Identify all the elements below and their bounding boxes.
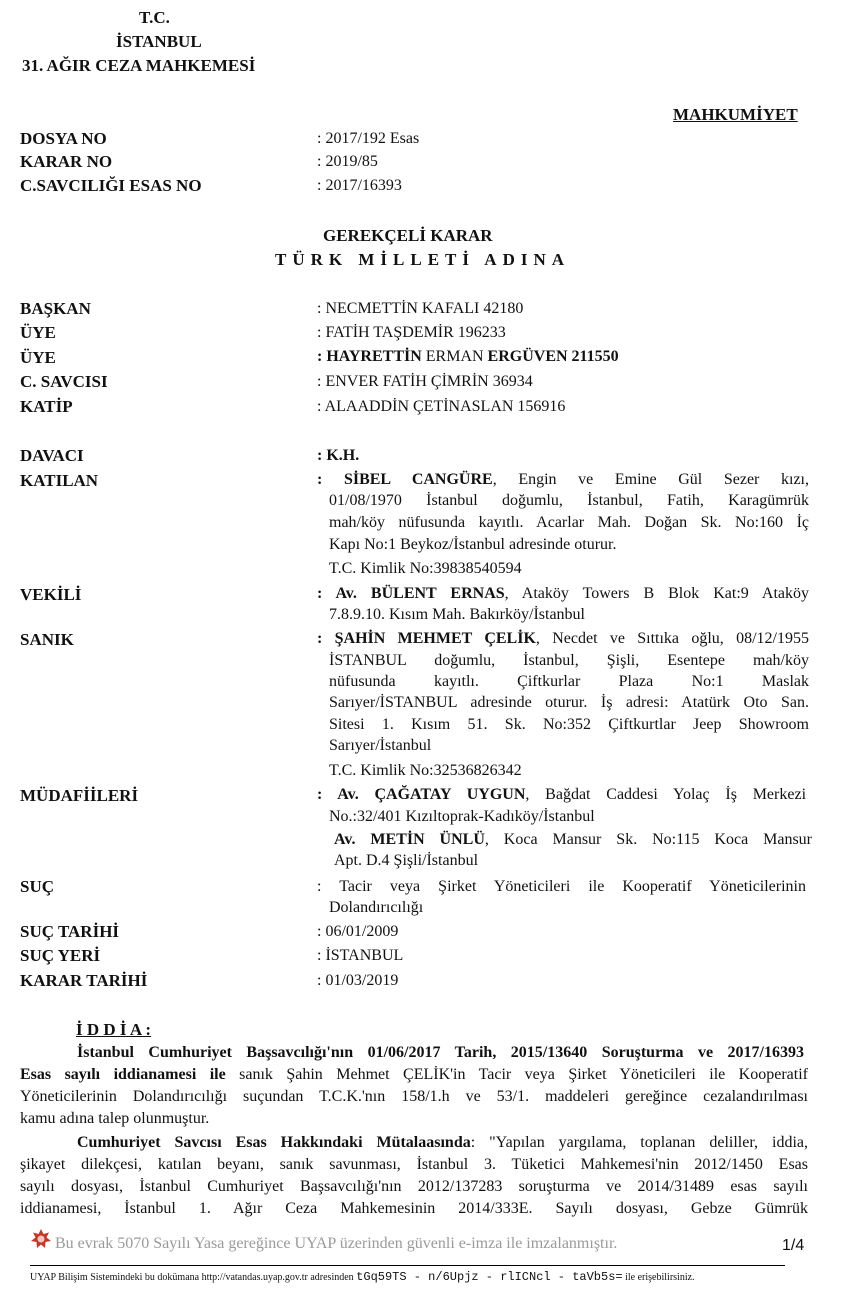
defense-line-1 xyxy=(317,786,806,804)
court-name: 31. AĞIR CEZA MAHKEMESİ xyxy=(22,56,256,75)
decision-date-value: : 01/03/2019 xyxy=(317,972,399,989)
defendant-line-4: Sarıyer/İSTANBUL adresinde oturur. İş adresi: Atatürk Oto San. xyxy=(329,694,809,711)
panel-label-prosecutor: C. SAVCISI xyxy=(20,372,108,391)
claim-p2-line-1-bold: Cumhuriyet Savcısı Esas Hakkındaki Mütalaasında xyxy=(77,1134,471,1151)
crime-place-value: : İSTANBUL xyxy=(317,947,404,964)
defendant-line-3: nüfusunda kayıtlı. Çiftkurlar Plaza No:1 Maslak xyxy=(329,673,809,690)
panel-value-member-1: : FATİH TAŞDEMİR 196233 xyxy=(317,324,506,341)
page-number: 1/4 xyxy=(782,1237,805,1254)
footer-divider xyxy=(30,1265,785,1266)
defense-line-3 xyxy=(334,831,812,849)
crime-label: SUÇ xyxy=(20,877,55,896)
claim-p1-line-2-rest: sanık Şahin Mehmet ÇELİK'in Tacir veya Şirket Yöneticileri ile Kooperatif xyxy=(225,1066,808,1083)
intervener-id: T.C. Kimlik No:39838540594 xyxy=(329,560,522,577)
claim-p2-line-4: iddianamesi, İstanbul 1. Ağır Ceza Mahkemesinin 2014/333E. Sayılı dosyası, Gebze Gümrük xyxy=(20,1200,808,1217)
intervener-label: KATILAN xyxy=(20,471,99,490)
claim-p2-line-3: sayılı dosyası, İstanbul Cumhuriyet Başsavcılığı'nın 2012/137283 soruşturma ve 2014/31489 esas sayılı xyxy=(20,1178,808,1195)
verification-code: tGq59TS - n/6Upjz - rlICNcl - taVb5s= xyxy=(356,1270,623,1284)
defense-line-1-rest: , Bağdat Caddesi Yolaç İş Merkezi xyxy=(525,786,807,803)
defendant-label: SANIK xyxy=(20,630,74,649)
attorney-label: VEKİLİ xyxy=(20,585,82,604)
attorney-name: : Av. BÜLENT ERNAS xyxy=(317,585,505,602)
intervener-line-2: 01/08/1970 İstanbul doğumlu, İstanbul, Fatih, Karagümrük xyxy=(329,492,809,509)
defendant-line-6: Sarıyer/İstanbul xyxy=(329,737,432,754)
crime-line-2: Dolandırıcılığı xyxy=(329,899,424,916)
panel-value-prosecutor: : ENVER FATİH ÇİMRİN 36934 xyxy=(317,373,533,390)
claim-p1-line-4: kamu adına talep olunmuştur. xyxy=(20,1110,210,1127)
panel-label-president: BAŞKAN xyxy=(20,299,91,318)
panel-value-clerk: : ALAADDİN ÇETİNASLAN 156916 xyxy=(317,398,566,415)
defendant-line-5: Sitesi 1. Kısım 51. Sk. No:352 Çiftkurtlar Jeep Showroom xyxy=(329,716,809,733)
verdict-type: MAHKUMİYET xyxy=(673,105,798,124)
uyap-prefix: UYAP Bilişim Sistemindeki bu dokümana http://vatandas.uyap.gov.tr adresinden xyxy=(30,1272,354,1283)
crime-date-value: : 06/01/2009 xyxy=(317,923,399,940)
intervener-name: : SİBEL CANGÜRE xyxy=(317,471,493,488)
claim-p2-line-1 xyxy=(77,1134,808,1152)
claim-p2-line-2: şikayet dilekçesi, katılan beyanı, sanık savunması, İstanbul 3. Tüketici Mahkemesi'nin 2012/1450 Esas xyxy=(20,1156,808,1173)
plaintiff-value: : K.H. xyxy=(317,447,360,464)
member-2-surname: ERGÜVEN 211550 xyxy=(487,348,619,365)
defendant-line-1 xyxy=(317,630,809,648)
decision-date-label: KARAR TARİHİ xyxy=(20,971,148,990)
crime-line-1: : Tacir veya Şirket Yöneticileri ile Kooperatif Yöneticilerinin xyxy=(317,878,806,895)
defendant-id: T.C. Kimlik No:32536826342 xyxy=(329,762,522,779)
crime-place-label: SUÇ YERİ xyxy=(20,946,101,965)
intervener-line-4: Kapı No:1 Beykoz/İstanbul adresinde oturur. xyxy=(329,536,617,553)
defense-line-2: No.:32/401 Kızıltoprak-Kadıköy/İstanbul xyxy=(329,808,595,825)
attorney-line-1 xyxy=(317,585,809,603)
panel-value-president: : NECMETTİN KAFALI 42180 xyxy=(317,300,524,317)
claim-p1-line-1: İstanbul Cumhuriyet Başsavcılığı'nın 01/06/2017 Tarih, 2015/13640 Soruşturma ve 2017/16393 xyxy=(77,1044,804,1061)
crime-date-label: SUÇ TARİHİ xyxy=(20,922,120,941)
court-tc: T.C. xyxy=(139,8,170,27)
intervener-line-3: mah/köy nüfusunda kayıtlı. Acarlar Mah. Doğan Sk. No:160 İç xyxy=(329,514,809,531)
claim-p2-line-1-rest: : "Yapılan yargılama, toplanan deliller, iddia, xyxy=(470,1134,808,1151)
esign-notice: Bu evrak 5070 Sayılı Yasa gereğince UYAP üzerinden güvenli e-imza ile imzalanmıştır. xyxy=(55,1235,618,1252)
claim-p1-line-3: Yöneticilerinin Dolandırıcılığı suçundan T.C.K.'nın 158/1.h ve 53/1. maddeleri gereğince cezalandırılması xyxy=(20,1088,808,1105)
uyap-seal-icon xyxy=(30,1228,52,1250)
doc-title: GEREKÇELİ KARAR xyxy=(323,226,493,245)
prosecution-no-value: : 2017/16393 xyxy=(317,177,402,194)
file-no-label: DOSYA NO xyxy=(20,129,107,148)
panel-label-member-1: ÜYE xyxy=(20,323,56,342)
file-no-value: : 2017/192 Esas xyxy=(317,130,420,147)
defendant-name: : ŞAHİN MEHMET ÇELİK xyxy=(317,630,536,647)
doc-subtitle: TÜRK MİLLETİ ADINA xyxy=(275,250,571,269)
attorney-line-1-rest: , Ataköy Towers B Blok Kat:9 Ataköy xyxy=(504,585,810,602)
plaintiff-label: DAVACI xyxy=(20,446,84,465)
claim-p1-line-2 xyxy=(20,1066,808,1084)
defendant-line-2: İSTANBUL doğumlu, İstanbul, Şişli, Esentepe mah/köy xyxy=(329,652,809,669)
member-2-middle-name: ERMAN xyxy=(421,348,488,365)
defense-line-3-rest: , Koca Mansur Sk. No:115 Koca Mansur xyxy=(484,831,812,848)
claim-heading xyxy=(76,1020,151,1040)
panel-label-clerk: KATİP xyxy=(20,397,73,416)
panel-label-member-2: ÜYE xyxy=(20,348,56,367)
attorney-line-2: 7.8.9.10. Kısım Mah. Bakırköy/İstanbul xyxy=(329,606,585,623)
court-city: İSTANBUL xyxy=(116,32,202,51)
claim-p1-line-2-bold: Esas sayılı iddianamesi ile xyxy=(20,1066,226,1083)
claim-heading-text: İ D D İ A : xyxy=(76,1020,152,1039)
defense-counsel-1-name: : Av. ÇAĞATAY UYGUN xyxy=(317,786,526,803)
intervener-line-1 xyxy=(317,471,809,489)
panel-value-member-2 xyxy=(317,348,619,366)
decision-no-label: KARAR NO xyxy=(20,152,113,171)
member-2-first-name: : HAYRETTİN xyxy=(317,348,422,365)
uyap-access-line xyxy=(30,1270,695,1284)
prosecution-no-label: C.SAVCILIĞI ESAS NO xyxy=(20,176,202,195)
defense-counsel-2-name: Av. METİN ÜNLÜ xyxy=(334,831,485,848)
uyap-suffix: ile erişebilirsiniz. xyxy=(625,1272,695,1283)
defense-line-4: Apt. D.4 Şişli/İstanbul xyxy=(334,852,479,869)
defendant-line-1-rest: , Necdet ve Sıttıka oğlu, 08/12/1955 xyxy=(535,630,810,647)
decision-no-value: : 2019/85 xyxy=(317,153,378,170)
intervener-line-1-rest: , Engin ve Emine Gül Sezer kızı, xyxy=(492,471,809,488)
defense-label: MÜDAFİİLERİ xyxy=(20,786,139,805)
